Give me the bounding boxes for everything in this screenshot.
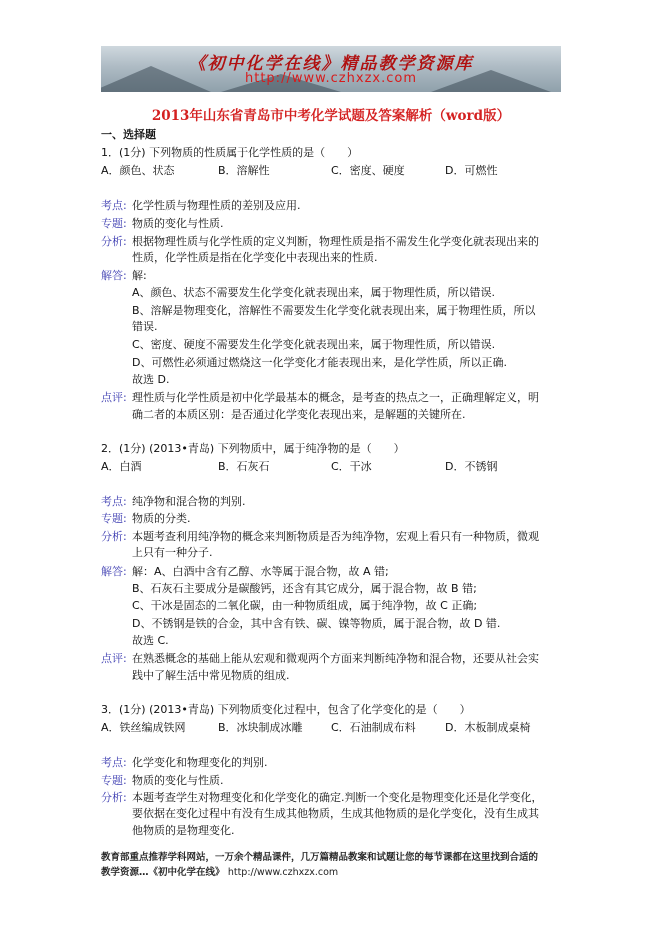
banner-title: 《初中化学在线》精品教学资源库 <box>188 54 474 74</box>
q2-option-b: B．石灰石 <box>218 460 270 473</box>
q1-dianping-line: 确二者的本质区别：是否通过化学变化表现出来，是解题的关键所在. <box>132 408 466 421</box>
q2-jieda-label: 解答: <box>101 565 127 578</box>
q1-jieda-line: 错误. <box>132 320 158 333</box>
q3-zhuanti-label: 专题: <box>101 774 127 787</box>
footer-url-link[interactable]: http://www.czhxzx.com <box>227 867 339 878</box>
q2-jieda-line: 解：A、白酒中含有乙醇、水等属于混合物，故 A 错; <box>132 565 389 578</box>
q1-fenxi-line: 性质，化学性质是指在化学变化中表现出来的性质. <box>132 251 378 264</box>
q2-dianping-label: 点评: <box>101 652 127 665</box>
q2-kaodian: 纯净物和混合物的判别. <box>132 495 246 508</box>
banner-url[interactable]: http://www.czhxzx.com <box>245 71 417 86</box>
q1-zhuanti: 物质的变化与性质. <box>132 217 224 230</box>
q1-jieda-line: B、溶解是物理变化，溶解性不需要发生化学变化就表现出来，属于物理性质，所以 <box>132 304 536 317</box>
q2-stem: 2．(1分) (2013•青岛) 下列物质中，属于纯净物的是（ ） <box>101 442 405 455</box>
q1-option-c: C．密度、硬度 <box>331 164 405 177</box>
q2-fenxi-label: 分析: <box>101 530 127 543</box>
q1-jieda-line: C、密度、硬度不需要发生化学变化就表现出来，属于物理性质，所以错误. <box>132 338 496 351</box>
q1-jieda-label: 解答: <box>101 269 127 282</box>
q1-jieda-line: 故选 D. <box>132 373 170 386</box>
q2-kaodian-label: 考点: <box>101 495 127 508</box>
q2-zhuanti-label: 专题: <box>101 512 127 525</box>
q1-jieda-line: D、可燃性必须通过燃烧这一化学变化才能表现出来，是化学性质，所以正确. <box>132 356 507 369</box>
q1-kaodian: 化学性质与物理性质的差别及应用. <box>132 199 301 212</box>
q1-stem: 1．(1分) 下列物质的性质属于化学性质的是（ ） <box>101 146 359 159</box>
q1-jieda-line: 解: <box>132 269 147 282</box>
q3-option-b: B．冰块制成冰雕 <box>218 721 303 734</box>
q2-dianping-line: 践中了解生活中常见物质的组成. <box>132 669 290 682</box>
q2-option-d: D．不锈钢 <box>445 460 498 473</box>
q1-zhuanti-label: 专题: <box>101 217 127 230</box>
q1-option-a: A．颜色、状态 <box>101 164 175 177</box>
q3-fenxi-line: 要依据在变化过程中有没有生成其他物质，生成其他物质的是化学变化，没有生成其 <box>132 807 539 820</box>
q3-kaodian-label: 考点: <box>101 756 127 769</box>
q3-option-d: D．木板制成桌椅 <box>445 721 531 734</box>
q1-jieda-line: A、颜色、状态不需要发生化学变化就表现出来，属于物理性质，所以错误. <box>132 286 496 299</box>
q1-kaodian-label: 考点: <box>101 199 127 212</box>
q3-zhuanti: 物质的变化与性质. <box>132 774 224 787</box>
q3-kaodian: 化学变化和物理变化的判别. <box>132 756 268 769</box>
document-title: 2013年山东省青岛市中考化学试题及答案解析（word版） <box>151 108 511 124</box>
q2-jieda-line: D、不锈钢是铁的合金，其中含有铁、碳、镍等物质，属于混合物，故 D 错. <box>132 617 501 630</box>
q3-fenxi-line: 本题考查学生对物理变化和化学变化的确定.判断一个变化是物理变化还是化学变化， <box>132 791 543 804</box>
q1-dianping-line: 理性质与化学性质是初中化学最基本的概念，是考查的热点之一，正确理解定义，明 <box>132 391 539 404</box>
q2-option-a: A．白酒 <box>101 460 142 473</box>
q3-option-a: A．铁丝编成铁网 <box>101 721 186 734</box>
q2-option-c: C．干冰 <box>331 460 372 473</box>
q2-dianping-line: 在熟悉概念的基础上能从宏观和微观两个方面来判断纯净物和混合物，还要从社会实 <box>132 652 539 665</box>
q2-jieda-line: C、干冰是固态的二氧化碳，由一种物质组成，属于纯净物，故 C 正确; <box>132 599 478 612</box>
page-footer <box>101 850 561 880</box>
q3-fenxi-line: 他物质的是物理变化. <box>132 824 235 837</box>
q1-fenxi-label: 分析: <box>101 235 127 248</box>
q2-jieda-line: 故选 C. <box>132 634 169 647</box>
q2-zhuanti: 物质的分类. <box>132 512 191 525</box>
q2-jieda-line: B、石灰石主要成分是碳酸钙，还含有其它成分，属于混合物，故 B 错; <box>132 582 477 595</box>
q1-fenxi-line: 根据物理性质与化学性质的定义判断，物理性质是指不需发生化学变化就表现出来的 <box>132 235 539 248</box>
q3-option-c: C．石油制成布料 <box>331 721 416 734</box>
q2-fenxi-line: 上只有一种分子. <box>132 546 213 559</box>
footer-line-2: 教学资源…《初中化学在线》 <box>101 867 225 878</box>
q2-fenxi-line: 本题考查利用纯净物的概念来判断物质是否为纯净物，宏观上看只有一种物质，微观 <box>132 530 539 543</box>
footer-line-1: 教育部重点推荐学科网站，一万余个精品课件，几万篇精品教案和试题让您的每节课都在这里找到合适的 <box>101 852 539 863</box>
q3-fenxi-label: 分析: <box>101 791 127 804</box>
section-heading: 一、选择题 <box>101 128 156 141</box>
q1-dianping-label: 点评: <box>101 391 127 404</box>
header-banner <box>101 46 561 92</box>
q1-option-b: B．溶解性 <box>218 164 270 177</box>
q1-option-d: D．可燃性 <box>445 164 498 177</box>
q3-stem: 3．(1分) (2013•青岛) 下列物质变化过程中，包含了化学变化的是（ ） <box>101 703 471 716</box>
